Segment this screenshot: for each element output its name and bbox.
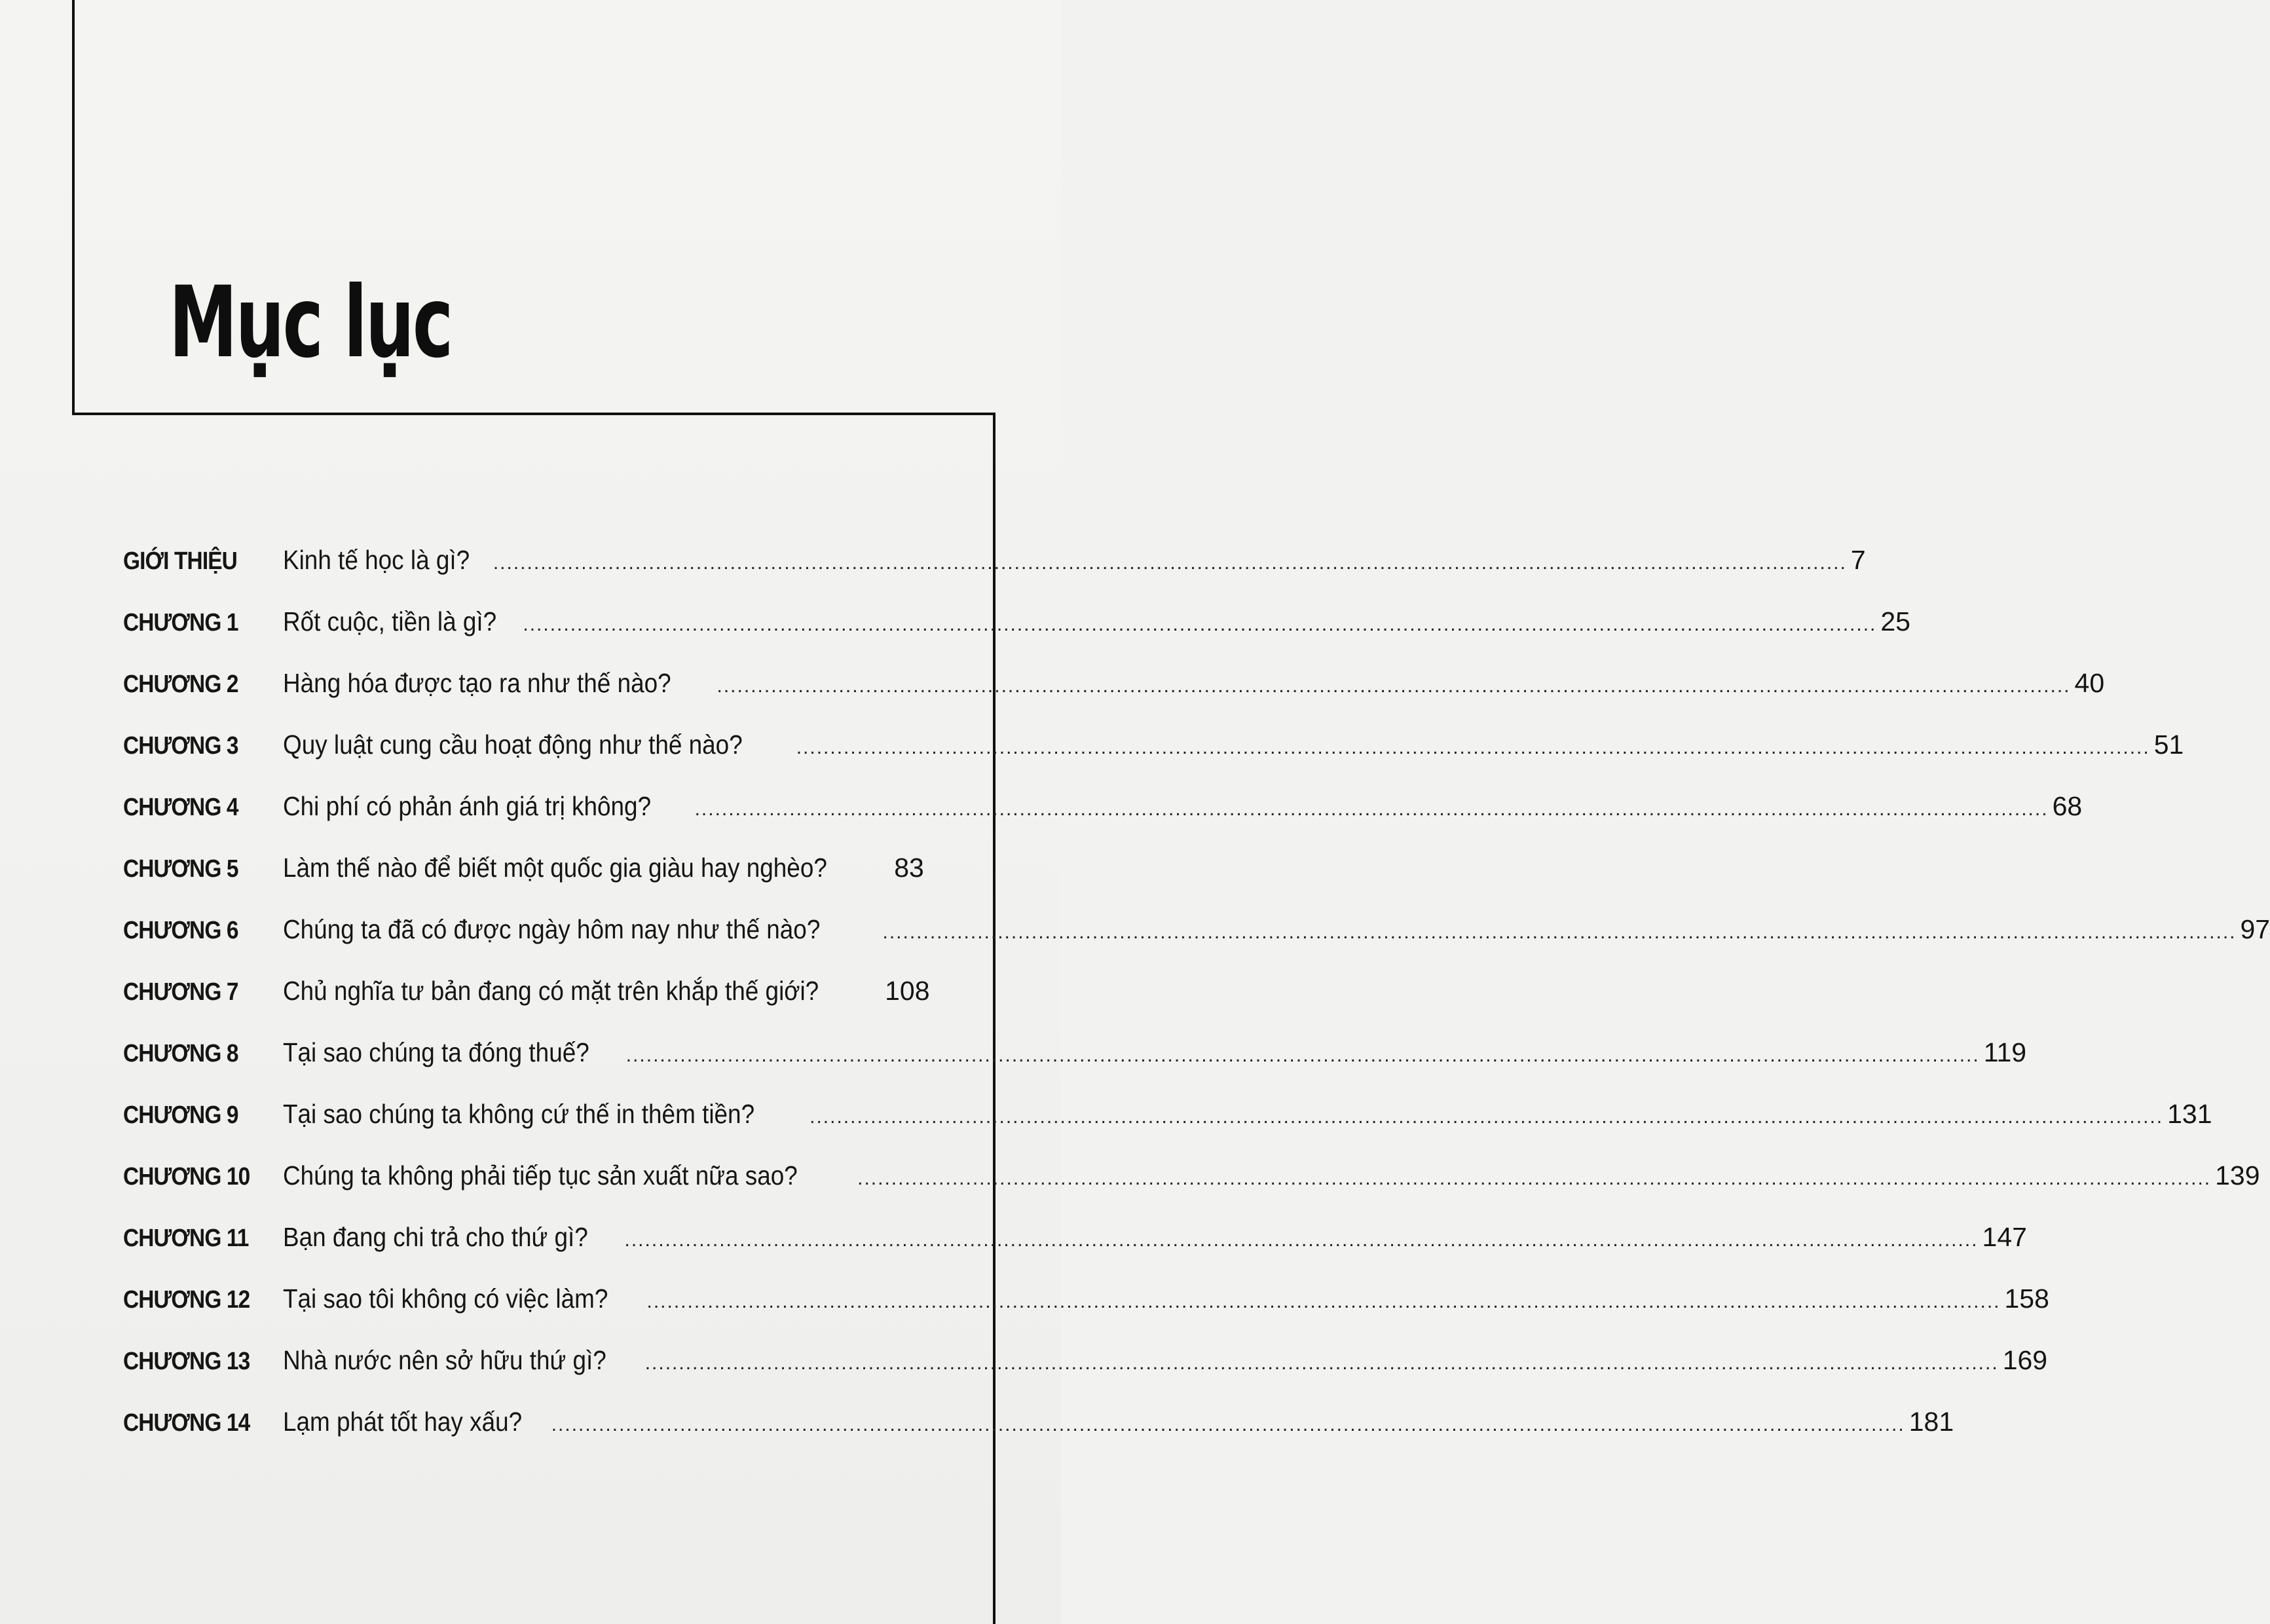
toc-page-number: 51 (2153, 729, 2184, 760)
toc-entry (123, 853, 924, 914)
toc-label: CHƯƠNG 4 (123, 794, 238, 821)
toc-page-number: 68 (2052, 791, 2083, 821)
toc-leader-dots: ........................................................................................................................................................................................................ (809, 1106, 2164, 1128)
toc-title: Lạm phát tốt hay xấu? (283, 1407, 523, 1437)
toc-entry (123, 1037, 2027, 1099)
toc-page-number: 108 (885, 976, 930, 1006)
toc-entry (123, 606, 1910, 668)
toc-leader-dots: ........................................................................................................................................................................................................ (625, 1044, 1980, 1066)
toc-page-number: 7 (1850, 545, 1866, 575)
table-of-contents (123, 545, 2270, 1468)
toc-title: Chủ nghĩa tư bản đang có mặt trên khắp thế giới? (283, 976, 819, 1006)
toc-page-number: 83 (894, 853, 924, 883)
toc-title: Chúng ta không phải tiếp tục sản xuất nữa sao? (283, 1160, 798, 1190)
toc-leader-dots: ........................................................................................................................................................................................................ (493, 552, 1847, 574)
toc-leader-dots: ........................................................................................................................................................................................................ (523, 614, 1877, 635)
toc-leader-dots: ........................................................................................................................................................................................................ (796, 737, 2150, 758)
toc-entry (123, 1283, 2049, 1345)
frame-line-right (993, 413, 995, 1624)
toc-page-number: 131 (2167, 1099, 2212, 1129)
toc-label: CHƯƠNG 5 (123, 855, 238, 883)
toc-label: CHƯƠNG 13 (123, 1348, 250, 1375)
toc-leader-dots: ........................................................................................................................................................................................................ (694, 798, 2049, 820)
toc-page-number: 119 (1983, 1037, 2027, 1067)
toc-page-number: 158 (2004, 1283, 2049, 1314)
toc-title: Bạn đang chi trả cho thứ gì? (283, 1222, 588, 1252)
toc-title: Nhà nước nên sở hữu thứ gì? (283, 1345, 606, 1375)
toc-label: CHƯƠNG 1 (123, 609, 238, 637)
toc-title: Chúng ta đã có được ngày hôm nay như thế nào? (283, 914, 821, 944)
toc-title: Rốt cuộc, tiền là gì? (283, 606, 497, 637)
toc-label: CHƯƠNG 11 (123, 1225, 249, 1252)
toc-label: GIỚI THIỆU (123, 547, 237, 575)
toc-entry (123, 791, 2083, 853)
toc-label: CHƯƠNG 3 (123, 732, 238, 760)
toc-label: CHƯƠNG 12 (123, 1286, 250, 1314)
page-title: Mục lục (169, 266, 452, 380)
toc-leader-dots: ........................................................................................................................................................................................................ (857, 1168, 2212, 1189)
toc-entry (123, 1345, 2048, 1407)
toc-title: Làm thế nào để biết một quốc gia giàu hay nghèo? (283, 853, 827, 883)
toc-label: CHƯƠNG 14 (123, 1409, 250, 1437)
toc-title: Hàng hóa được tạo ra như thế nào? (283, 668, 671, 698)
toc-title: Tại sao chúng ta đóng thuế? (283, 1037, 589, 1067)
toc-label: CHƯƠNG 7 (123, 978, 238, 1006)
toc-label: CHƯƠNG 9 (123, 1101, 238, 1129)
frame-line-horizontal (72, 413, 995, 415)
toc-entry (123, 1099, 2212, 1160)
toc-label: CHƯƠNG 10 (123, 1163, 250, 1190)
toc-entry (123, 729, 2184, 791)
toc-page-number: 25 (1880, 606, 1910, 637)
toc-entry (123, 914, 2270, 976)
toc-entry (123, 545, 1866, 606)
toc-leader-dots: ........................................................................................................................................................................................................ (644, 1352, 1999, 1374)
toc-page-number: 147 (1982, 1222, 2027, 1252)
toc-page-number: 40 (2074, 668, 2105, 698)
toc-title: Chi phí có phản ánh giá trị không? (283, 791, 652, 821)
toc-entry (123, 976, 930, 1037)
toc-page-number: 97 (2240, 914, 2270, 944)
toc-page-number: 139 (2215, 1160, 2260, 1190)
toc-leader-dots: ........................................................................................................................................................................................................ (716, 675, 2071, 697)
toc-leader-dots: ........................................................................................................................................................................................................ (551, 1414, 1905, 1435)
toc-title: Kinh tế học là gì? (283, 545, 470, 575)
toc-leader-dots: ........................................................................................................................................................................................................ (624, 1229, 1979, 1251)
toc-label: CHƯƠNG 8 (123, 1040, 238, 1067)
toc-leader-dots: ........................................................................................................................................................................................................ (882, 921, 2237, 943)
toc-label: CHƯƠNG 2 (123, 671, 238, 698)
toc-page-number: 169 (2002, 1345, 2048, 1375)
toc-entry (123, 1407, 1954, 1468)
toc-entry (123, 1160, 2260, 1222)
toc-title: Quy luật cung cầu hoạt động như thế nào? (283, 729, 743, 760)
toc-label: CHƯƠNG 6 (123, 917, 238, 944)
toc-page-number: 181 (1908, 1407, 1954, 1437)
toc-title: Tại sao tôi không có việc làm? (283, 1283, 608, 1314)
toc-entry (123, 1222, 2027, 1283)
frame-line-left (72, 0, 75, 414)
toc-entry (123, 668, 2105, 729)
toc-title: Tại sao chúng ta không cứ thế in thêm tiền? (283, 1099, 755, 1129)
toc-leader-dots: ........................................................................................................................................................................................................ (646, 1291, 2001, 1312)
